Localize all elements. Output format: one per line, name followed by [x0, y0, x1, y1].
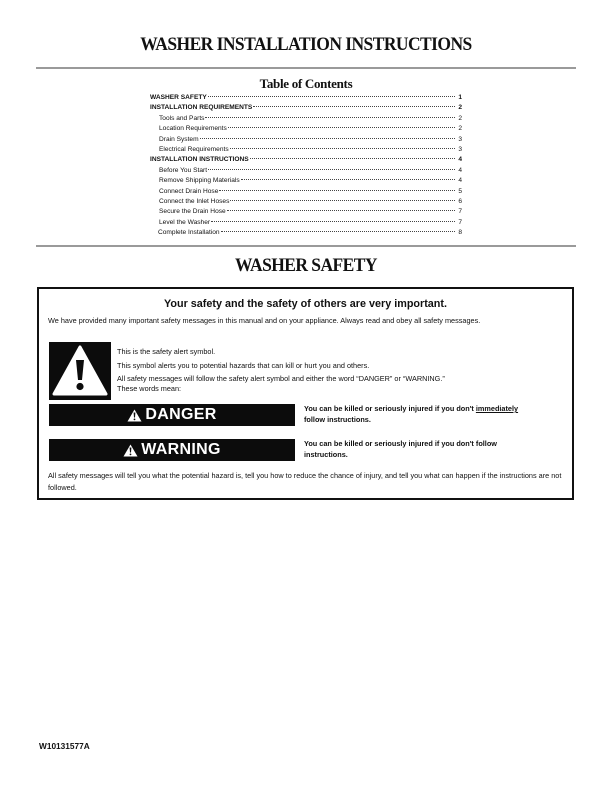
toc-entry-page: 5: [458, 187, 462, 195]
toc-entry: [150, 145, 462, 155]
toc-entry-page: 6: [458, 197, 462, 205]
toc-entry-label: INSTALLATION INSTRUCTIONS: [150, 156, 249, 164]
toc-dot-leader: [200, 138, 455, 139]
toc-entry-label: Location Requirements: [159, 125, 227, 133]
toc-entry: [150, 197, 462, 207]
toc-dot-leader: [208, 169, 455, 170]
toc-entry: [150, 114, 462, 124]
toc-entry-label: Tools and Parts: [159, 114, 205, 122]
toc-entry: [150, 135, 462, 145]
warning-label: WARNING: [141, 441, 221, 458]
symbol-line: All safety messages will follow the safety alert symbol and either the word “DANGER” or “WARNING.”: [117, 374, 445, 383]
toc-entry: [150, 187, 462, 197]
toc-dot-leader: [228, 127, 455, 128]
toc-dot-leader: [250, 158, 455, 159]
toc-dot-leader: [208, 96, 455, 97]
toc-entry: [150, 218, 462, 228]
symbol-line: This symbol alerts you to potential hazards that can kill or hurt you and others.: [117, 361, 370, 370]
toc-entry-page: 4: [458, 156, 462, 164]
toc-entry-label: Connect the Inlet Hoses: [159, 197, 230, 205]
symbol-explanation: [117, 345, 567, 394]
toc-entry: [150, 155, 462, 165]
symbol-line: This is the safety alert symbol.: [117, 347, 216, 356]
toc-entry-label: WASHER SAFETY: [150, 94, 207, 101]
toc-entry-label: Electrical Requirements: [159, 145, 229, 153]
alert-triangle-icon: [123, 444, 138, 457]
toc-entry-page: 1: [458, 94, 462, 101]
safety-outro: All safety messages will tell you what the potential hazard is, tell you how to reduce the chance of injury, and tell you what can happen if the instructions are not followed.: [48, 471, 562, 492]
table-of-contents: [150, 93, 462, 238]
toc-entry-label: Level the Washer: [159, 218, 211, 226]
toc-entry-page: 3: [458, 135, 462, 143]
toc-entry: [150, 103, 462, 113]
safety-alert-triangle-icon: [49, 342, 111, 400]
document-code: W10131577A: [39, 741, 90, 751]
toc-entry-page: 2: [458, 125, 462, 133]
danger-signal-word: [49, 404, 295, 426]
warning-text-part: instructions.: [304, 450, 348, 459]
safety-heading: Your safety and the safety of others are very important.: [164, 298, 447, 310]
toc-dot-leader: [230, 200, 455, 201]
toc-dot-leader: [221, 231, 455, 232]
toc-dot-leader: [230, 148, 455, 149]
toc-dot-leader: [253, 106, 455, 107]
toc-entry: [150, 166, 462, 176]
toc-entry-page: 8: [458, 229, 462, 237]
toc-entry-label: INSTALLATION REQUIREMENTS: [150, 104, 253, 112]
toc-entry: [150, 228, 462, 238]
alert-triangle-icon: [127, 409, 142, 422]
toc-entry-page: 4: [458, 177, 462, 185]
toc-title: Table of Contents: [259, 76, 353, 91]
toc-entry-page: 2: [458, 114, 462, 122]
title-divider: [36, 67, 576, 69]
toc-entry-page: 7: [458, 208, 462, 216]
toc-entry: [150, 176, 462, 186]
danger-text-part: You can be killed or seriously injured if you don't: [304, 404, 476, 413]
toc-entry-page: 4: [458, 166, 462, 174]
danger-text-part: follow instructions.: [304, 415, 371, 424]
toc-entry-page: 2: [458, 104, 462, 112]
danger-emphasis: immediately: [475, 404, 519, 413]
toc-dot-leader: [227, 210, 455, 211]
toc-dot-leader: [219, 190, 455, 191]
toc-entry-label: Connect Drain Hose: [159, 187, 219, 195]
toc-entry-page: 7: [458, 218, 462, 226]
toc-dot-leader: [211, 221, 455, 222]
toc-entry-page: 3: [458, 145, 462, 153]
safety-intro: We have provided many important safety messages in this manual and on your appliance. Always read and obey all safety messages.: [48, 316, 481, 325]
toc-entry-label: Remove Shipping Materials: [159, 177, 240, 185]
toc-dot-leader: [241, 179, 455, 180]
toc-entry-label: Drain System: [159, 135, 199, 143]
toc-entry-label: Secure the Drain Hose: [159, 208, 226, 216]
toc-entry: [150, 207, 462, 217]
toc-entry-label: Before You Start: [159, 166, 208, 174]
toc-dot-leader: [205, 117, 455, 118]
warning-signal-word: [49, 439, 295, 461]
section-title: WASHER SAFETY: [235, 255, 377, 276]
warning-text: [304, 438, 574, 460]
safety-box: [37, 287, 574, 500]
toc-entry: [150, 93, 462, 103]
symbol-line: These words mean:: [117, 384, 182, 393]
danger-text: [304, 403, 574, 425]
danger-label: DANGER: [145, 406, 217, 423]
section-divider: [36, 245, 576, 247]
warning-text-part: You can be killed or seriously injured if you don't follow: [304, 439, 497, 448]
toc-entry-label: Complete Installation: [158, 229, 220, 237]
page-title: WASHER INSTALLATION INSTRUCTIONS: [140, 34, 472, 55]
toc-entry: [150, 124, 462, 134]
